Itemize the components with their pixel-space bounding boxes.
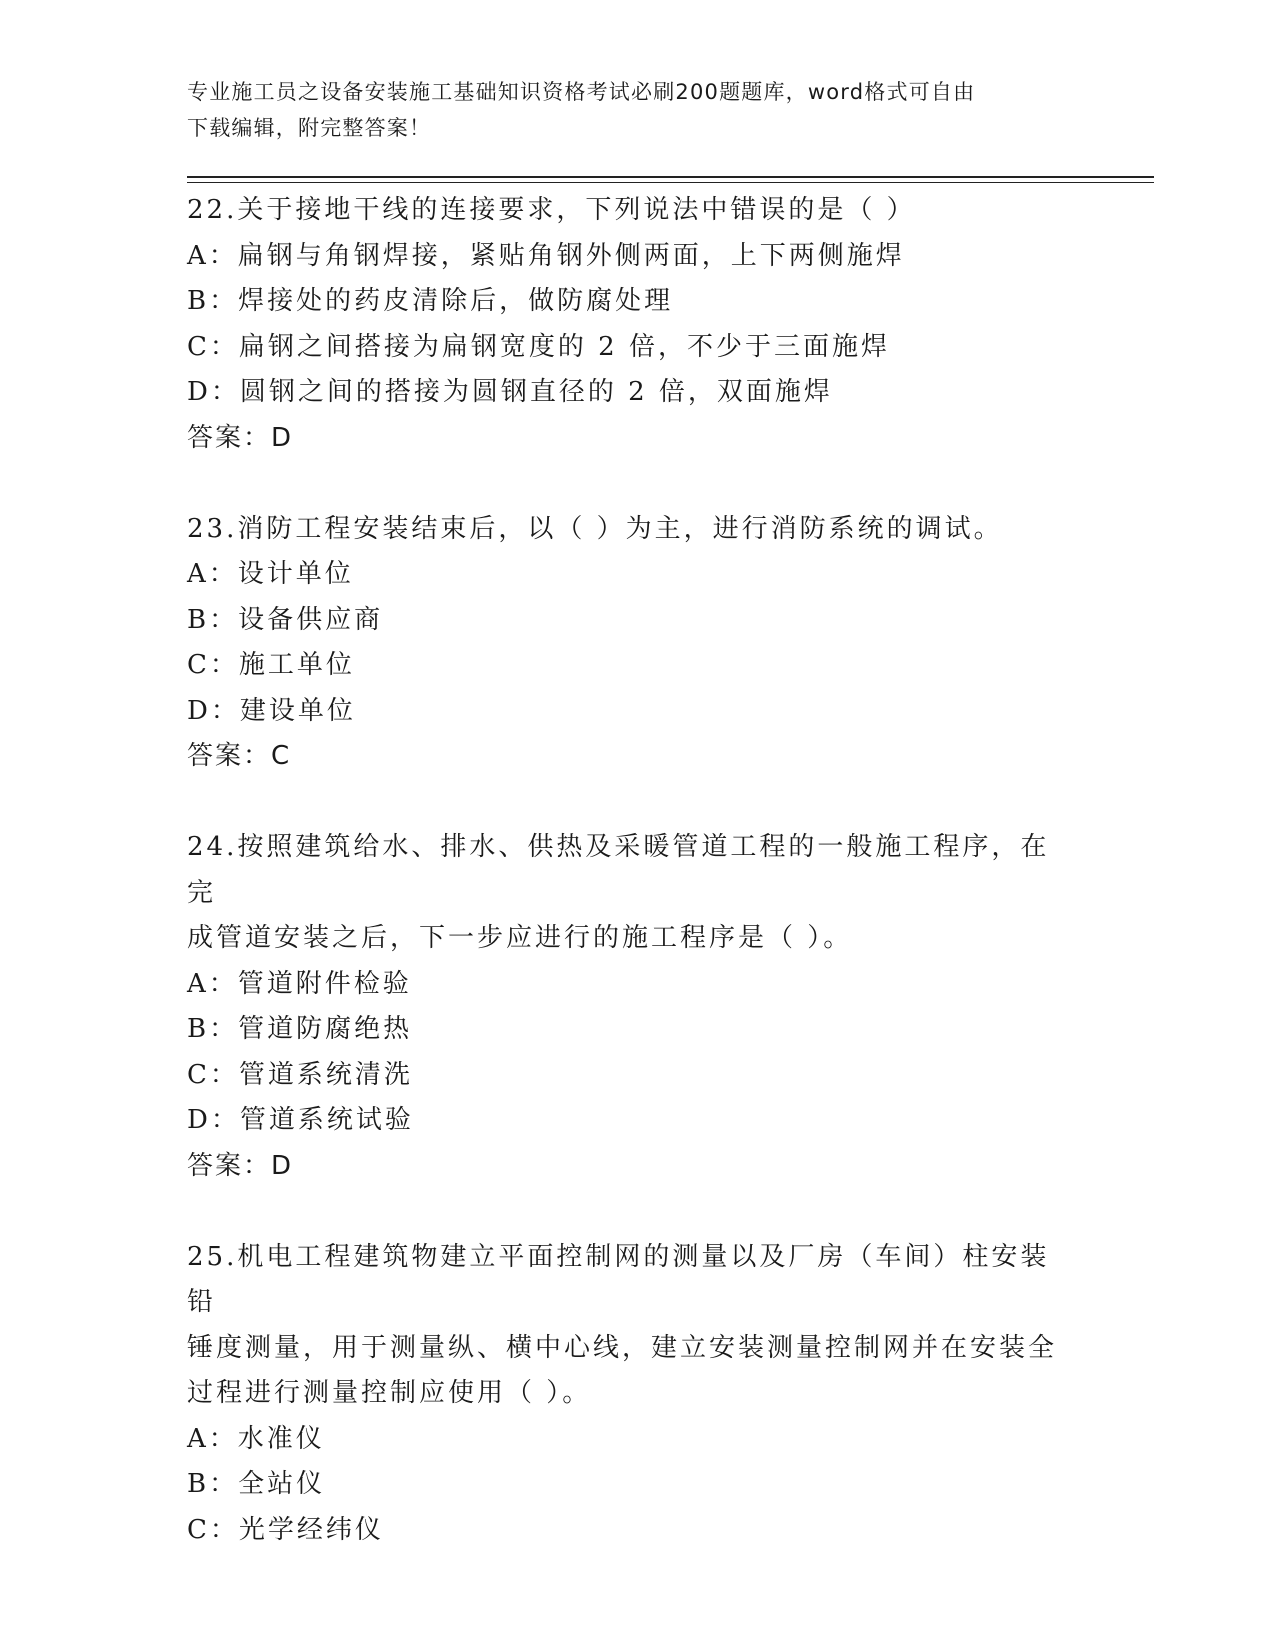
document-header bbox=[187, 74, 1067, 146]
option-a: A：管道附件检验 bbox=[187, 968, 412, 999]
spacer bbox=[187, 1189, 1067, 1235]
option-b: B：焊接处的药皮清除后，做防腐处理 bbox=[187, 286, 674, 316]
option-a: A：水准仪 bbox=[187, 1423, 325, 1454]
option-b: B：管道防腐绝热 bbox=[187, 1014, 413, 1044]
option-c: C：光学经纬仪 bbox=[187, 1514, 384, 1545]
option-a: A：设计单位 bbox=[187, 559, 354, 589]
option-d: D：建设单位 bbox=[187, 695, 356, 726]
question-text-line-3: 过程进行测量控制应使用（ ）。 bbox=[187, 1378, 592, 1408]
option-c: C：施工单位 bbox=[187, 650, 355, 680]
spacer bbox=[187, 461, 1067, 507]
option-d: D：管道系统试验 bbox=[187, 1105, 414, 1135]
question-text: 22.关于接地干线的连接要求，下列说法中错误的是（ ） bbox=[187, 195, 916, 225]
question-22 bbox=[187, 188, 1067, 461]
option-b: B：设备供应商 bbox=[187, 604, 384, 635]
option-a: A：扁钢与角钢焊接，紧贴角钢外侧两面，上下两侧施焊 bbox=[187, 240, 905, 271]
question-text-line-1: 24.按照建筑给水、排水、供热及采暖管道工程的一般施工程序，在完 bbox=[187, 832, 1050, 908]
question-text: 23.消防工程安装结束后，以（ ）为主，进行消防系统的调试。 bbox=[187, 513, 1003, 544]
answer: 答案：C bbox=[187, 741, 292, 771]
question-text-line-2: 锤度测量，用于测量纵、横中心线，建立安装测量控制网并在安装全 bbox=[187, 1332, 1058, 1363]
option-c: C：管道系统清洗 bbox=[187, 1059, 413, 1090]
header-divider-thin bbox=[187, 182, 1154, 183]
question-23 bbox=[187, 507, 1067, 780]
answer: 答案：D bbox=[187, 422, 294, 453]
header-line-2: 下载编辑，附完整答案！ bbox=[187, 116, 432, 140]
answer: 答案：D bbox=[187, 1150, 294, 1181]
header-line-1: 专业施工员之设备安装施工基础知识资格考试必刷200题题库，word格式可自由 bbox=[187, 80, 976, 104]
question-text-line-1: 25.机电工程建筑物建立平面控制网的测量以及厂房（车间）柱安装铅 bbox=[187, 1241, 1050, 1317]
question-25 bbox=[187, 1235, 1067, 1554]
option-b: B：全站仪 bbox=[187, 1469, 326, 1499]
option-c: C：扁钢之间搭接为扁钢宽度的 2 倍，不少于三面施焊 bbox=[187, 331, 890, 362]
option-d: D：圆钢之间的搭接为圆钢直径的 2 倍，双面施焊 bbox=[187, 377, 833, 407]
question-text-line-2: 成管道安装之后，下一步应进行的施工程序是（ ）。 bbox=[187, 923, 853, 953]
question-list bbox=[187, 188, 1067, 1553]
spacer bbox=[187, 780, 1067, 826]
question-24 bbox=[187, 825, 1067, 1189]
header-divider-thick bbox=[187, 176, 1154, 178]
